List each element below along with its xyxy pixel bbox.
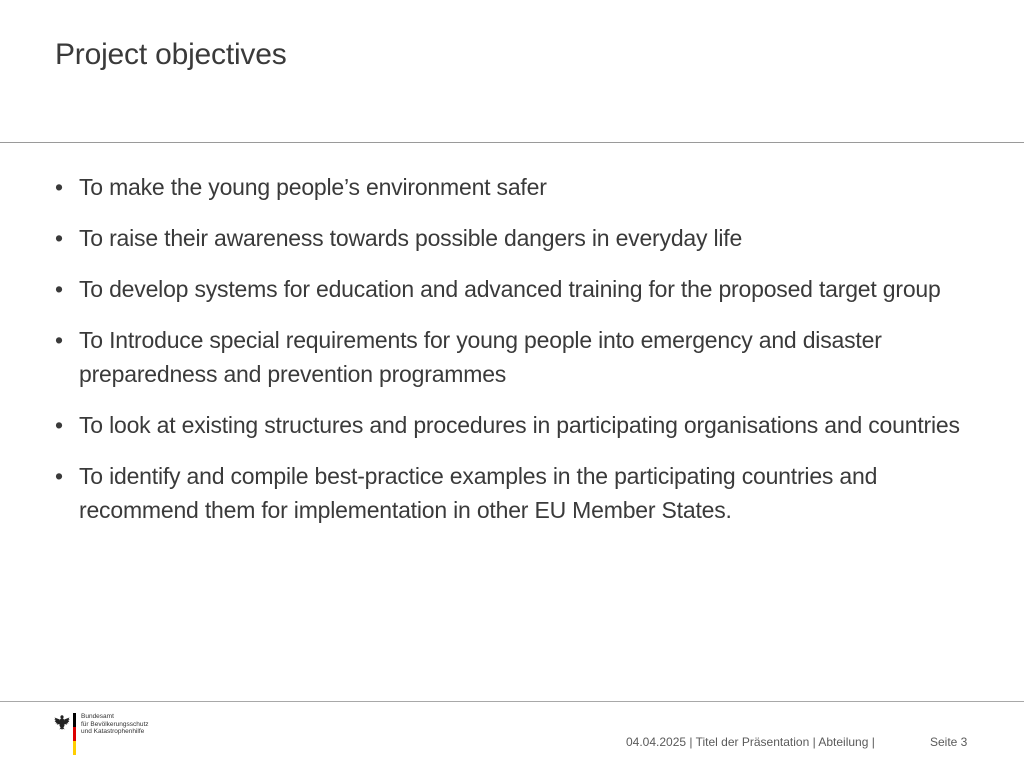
agency-name-line: Bundesamt bbox=[81, 713, 114, 720]
list-item bbox=[55, 323, 985, 391]
footer-divider bbox=[0, 701, 1024, 702]
footer-info: 04.04.2025 | Titel der Präsentation | Abteilung | bbox=[626, 735, 875, 749]
bullet-text: To develop systems for education and advanced training for the proposed target group bbox=[79, 276, 941, 302]
header-divider bbox=[0, 142, 1024, 143]
bullet-icon: • bbox=[55, 463, 63, 489]
federal-eagle-icon bbox=[54, 714, 70, 730]
agency-name bbox=[81, 713, 149, 736]
flag-stripe bbox=[73, 713, 76, 727]
bullet-icon: • bbox=[55, 225, 63, 251]
agency-name-line: für Bevölkerungsschutz bbox=[81, 720, 149, 728]
bullet-icon: • bbox=[55, 174, 63, 200]
agency-name-line: und Katastrophenhilfe bbox=[81, 728, 145, 735]
bullet-text: To Introduce special requirements for young people into emergency and disaster preparedness and prevention programmes bbox=[79, 327, 882, 387]
page-number: Seite 3 bbox=[930, 735, 968, 749]
list-item bbox=[55, 272, 985, 306]
slide-title: Project objectives bbox=[55, 38, 287, 71]
bullet-text: To look at existing structures and procedures in participating organisations and countries bbox=[79, 412, 960, 438]
bullet-icon: • bbox=[55, 412, 63, 438]
bullet-text: To identify and compile best-practice examples in the participating countries and recommend them for implementation in other EU Member States. bbox=[79, 463, 878, 523]
bullet-icon: • bbox=[55, 276, 63, 302]
flag-stripe bbox=[73, 727, 76, 741]
bullet-text: To make the young people’s environment safer bbox=[79, 174, 547, 200]
list-item bbox=[55, 459, 985, 527]
list-item bbox=[55, 408, 985, 442]
list-item bbox=[55, 170, 985, 204]
bullet-text: To raise their awareness towards possible dangers in everyday life bbox=[79, 225, 743, 251]
flag-stripes bbox=[73, 713, 76, 755]
bullet-icon: • bbox=[55, 327, 63, 353]
agency-logo bbox=[54, 713, 164, 757]
flag-stripe bbox=[73, 741, 76, 755]
list-item bbox=[55, 221, 985, 255]
objectives-list bbox=[55, 170, 985, 544]
